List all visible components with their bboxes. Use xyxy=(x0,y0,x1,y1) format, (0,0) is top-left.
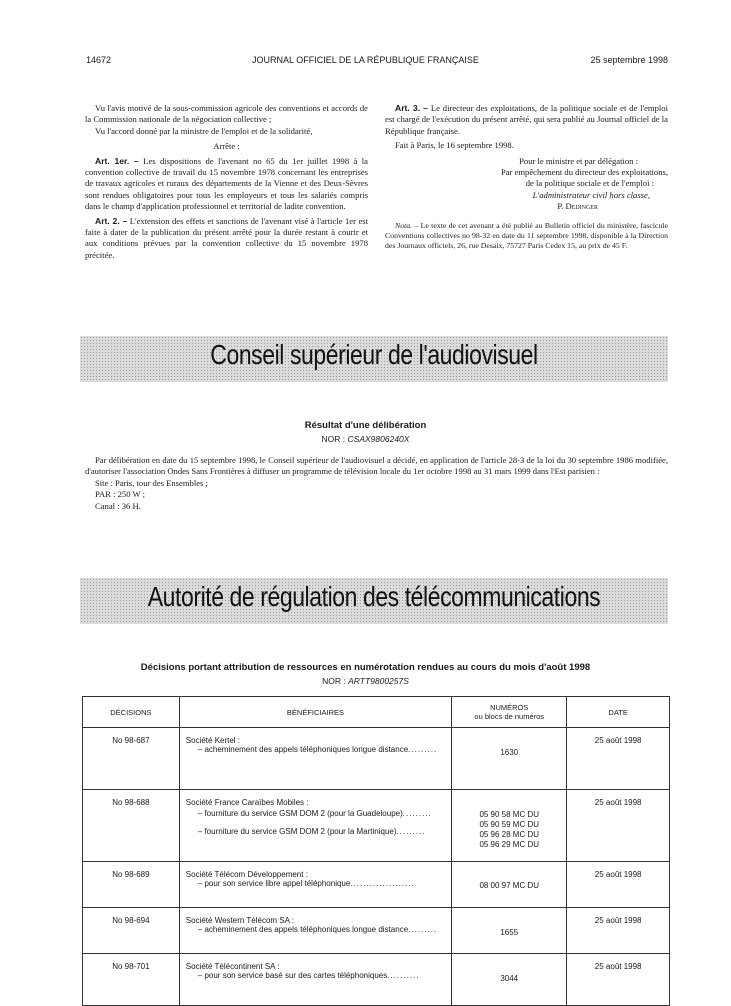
number-value: 05 90 59 MC DU xyxy=(479,820,540,829)
number-value: 05 96 29 MC DU xyxy=(479,840,540,849)
number-value: 1655 xyxy=(500,928,519,937)
signature-line: L'administrateur civil hors classe, xyxy=(532,189,650,200)
article-label: Art. 3. – xyxy=(395,103,428,113)
numbers-cell xyxy=(452,954,567,1006)
article-label: Art. 1er. – xyxy=(95,155,139,166)
date-cell: 25 août 1998 xyxy=(567,728,670,790)
csa-body xyxy=(85,455,668,512)
article-text: Les dispositions de l'avenant no 65 du 1er juillet 1998 à la convention collective de travail du 15 novembre 1978 concernant les entreprises de travaux agricoles et ruraux des départements de la Vienne et des Deux-Sèvres sont rendues obligatoires pour tous les employeurs et tous les salariés compris dans le champ d'application professionnel et territorial de ladite convention. xyxy=(85,155,368,212)
service-line: – fourniture du service GSM DOM 2 (pour la Martinique)......... xyxy=(197,827,426,836)
signature-line: de la politique sociale et de l'emploi : xyxy=(525,178,654,189)
company-name: Société Télécom Développement : xyxy=(185,870,308,879)
decisions-table xyxy=(82,696,670,1006)
arrete-heading: Arrête : xyxy=(213,141,240,152)
decision-cell: No 98-687 xyxy=(83,728,180,790)
right-column xyxy=(385,103,668,251)
banner-title: Autorité de régulation des télécommunications xyxy=(147,581,601,612)
csa-paragraph: Par délibération en date du 15 septembre 1998, le Conseil supérieur de l'audiovisuel a décidé, en application de l'article 28-3 de la loi du 30 septembre 1986 modifiée, d'autoriser l'association Ondes Sans Frontières à diffuser un programme de télévision locale du 1er octobre 1998 au 31 mars 1999 dans l'Est parisien : xyxy=(85,455,668,477)
article-1 xyxy=(85,156,368,213)
table-row xyxy=(83,790,670,862)
nota-paragraph xyxy=(385,221,668,252)
article-text: Le directeur des exploitations, de la politique sociale et de l'emploi est chargé de l'exécution du présent arrêté, qui sera publié au Journal officiel de la République française. xyxy=(385,103,668,136)
table-row xyxy=(83,908,670,954)
csa-nor xyxy=(0,434,731,444)
number-value: 1630 xyxy=(500,748,519,757)
header-date: DATE xyxy=(567,697,670,728)
number-value: 05 96 28 MC DU xyxy=(479,830,540,839)
beneficiary-cell xyxy=(179,728,451,790)
number-value: 3044 xyxy=(500,974,519,983)
issue-date: 25 septembre 1998 xyxy=(590,55,668,65)
csa-canal: Canal : 36 H. xyxy=(95,500,141,511)
decision-cell: No 98-688 xyxy=(83,790,180,862)
service-line: – fourniture du service GSM DOM 2 (pour la Guadeloupe)......... xyxy=(197,809,432,818)
csa-site: Site : Paris, tour des Ensembles ; xyxy=(95,477,208,488)
visa-paragraph: Vu l'avis motivé de la sous-commission agricole des conventions et accords de la Commission nationale de la négociation collective ; xyxy=(85,103,368,125)
beneficiary-cell xyxy=(179,908,451,954)
decision-cell: No 98-689 xyxy=(83,862,180,908)
visa-paragraph: Vu l'accord donné par la ministre de l'emploi et de la solidarité, xyxy=(95,125,313,136)
beneficiary-cell xyxy=(179,862,451,908)
numbers-cell xyxy=(452,862,567,908)
article-2 xyxy=(85,216,368,262)
company-name: Société France Caraïbes Mobiles : xyxy=(185,798,309,807)
table-row xyxy=(83,862,670,908)
decision-cell: No 98-694 xyxy=(83,908,180,954)
beneficiary-cell xyxy=(179,790,451,862)
header-numeros-line1: NUMÉROS xyxy=(490,703,529,712)
left-column xyxy=(85,103,368,261)
decision-cell: No 98-701 xyxy=(83,954,180,1006)
date-cell: 25 août 1998 xyxy=(567,862,670,908)
page-number: 14672 xyxy=(86,55,112,65)
nor-label: NOR : xyxy=(321,434,346,444)
table-row xyxy=(83,954,670,1006)
signature-line: Pour le ministre et par délégation : xyxy=(519,155,638,166)
service-line: – pour son service libre appel téléphonique.................... xyxy=(197,879,415,888)
date-cell: 25 août 1998 xyxy=(567,954,670,1006)
header-decisions: DÉCISIONS xyxy=(83,697,180,728)
header-numeros-line2: ou blocs de numéros xyxy=(474,712,545,721)
signature-line: Par empêchement du directeur des exploitations, xyxy=(500,167,668,178)
header-numeros xyxy=(452,697,567,728)
service-line: – acheminement des appels téléphoniques longue distance......... xyxy=(197,745,438,754)
nor-code: CSAX9806240X xyxy=(347,434,410,444)
header-beneficiaires: BÉNÉFICIAIRES xyxy=(179,697,451,728)
company-name: Société Télécontinent SA : xyxy=(185,962,280,971)
service-line: – pour son service basé sur des cartes téléphoniques.......... xyxy=(197,971,420,980)
nor-label: NOR : xyxy=(322,676,346,686)
number-value: 05 90 58 MC DU xyxy=(479,810,540,819)
art-title: Décisions portant attribution de ressources en numérotation rendues au cours du mois d'août 1998 xyxy=(140,662,591,673)
beneficiary-cell xyxy=(179,954,451,1006)
article-text: L'extension des effets et sanctions de l'avenant visé à l'article 1er est faite à dater de la publication du présent arrêté pour la durée restant à courir et aux conditions prévues par la convention collective du 15 novembre 1978 précitée. xyxy=(85,215,368,260)
table-header-row xyxy=(83,697,670,728)
banner-title: Conseil supérieur de l'audiovisuel xyxy=(210,339,538,370)
date-cell: 25 août 1998 xyxy=(567,908,670,954)
article-3 xyxy=(385,103,668,137)
fait-line: Fait à Paris, le 16 septembre 1998. xyxy=(395,140,514,151)
nota-text: – Le texte de cet avenant a été publié au Bulletin officiel du ministère, fascicule Conventions collectives no 98-32 en date du 11 septembre 1998, disponible à la Direction des Journaux officiels, 26, rue Desaix, 75727 Paris Cedex 15, au prix de 45 F. xyxy=(385,220,669,251)
numbers-cell xyxy=(452,908,567,954)
numbers-cell xyxy=(452,728,567,790)
csa-title: Résultat d'une délibération xyxy=(304,420,427,431)
section-banner-csa xyxy=(80,336,668,382)
numbers-cell xyxy=(452,790,567,862)
journal-title: JOURNAL OFFICIEL DE LA RÉPUBLIQUE FRANÇAISE xyxy=(252,55,479,65)
number-value: 08 00 97 MC DU xyxy=(479,881,540,890)
table-row xyxy=(83,728,670,790)
nor-code: ARTT9800257S xyxy=(348,676,409,686)
company-name: Société Western Télécom SA : xyxy=(185,916,294,925)
art-nor xyxy=(0,676,731,686)
signatory-name: P. Dedinger xyxy=(557,201,598,212)
csa-par: PAR : 250 W ; xyxy=(95,489,145,500)
nota-label: Nota. xyxy=(395,220,413,230)
service-line: – acheminement des appels téléphoniques longue distance......... xyxy=(197,925,438,934)
section-banner-art xyxy=(80,578,668,624)
date-cell: 25 août 1998 xyxy=(567,790,670,862)
article-label: Art. 2. – xyxy=(95,215,128,226)
company-name: Société Kertel : xyxy=(185,736,241,745)
